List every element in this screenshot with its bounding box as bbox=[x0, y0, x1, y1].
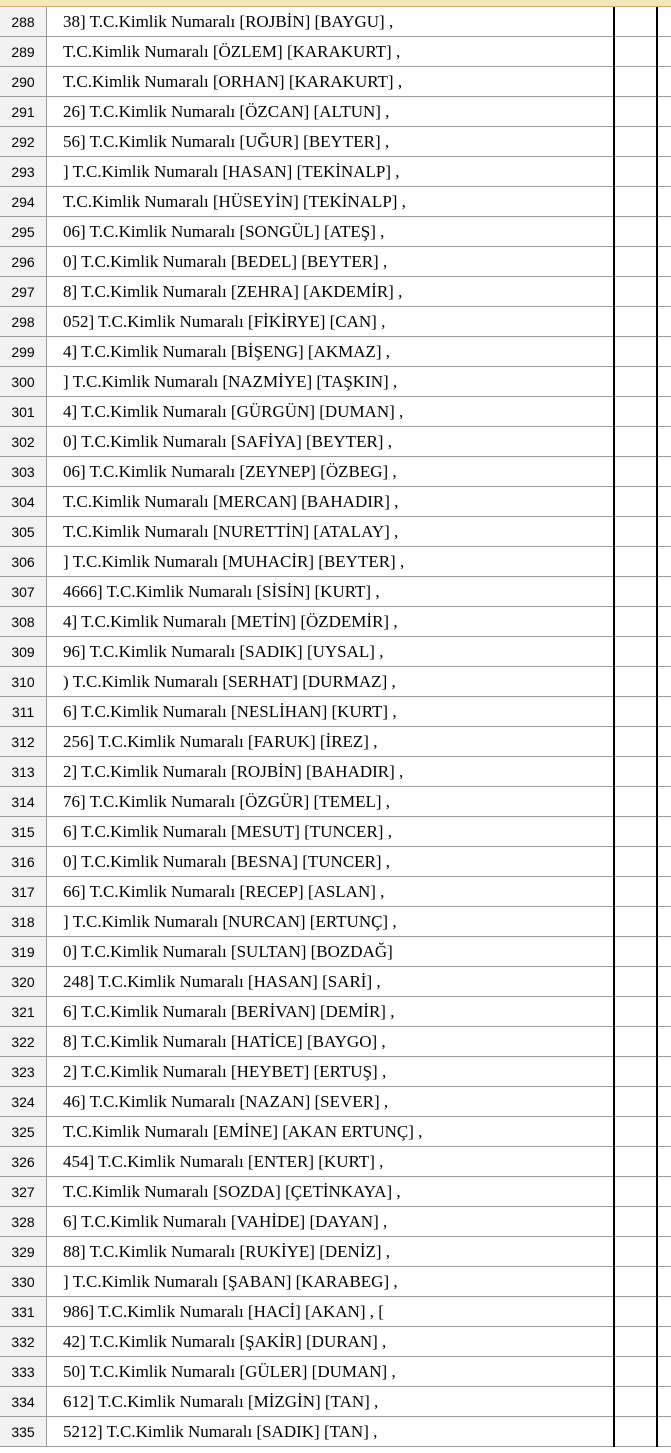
cell-value: 88] T.C.Kimlik Numaralı [RUKİYE] [DENİZ] , bbox=[63, 1241, 391, 1261]
row-header[interactable]: 331 bbox=[0, 1297, 47, 1327]
cell-value: ] T.C.Kimlik Numaralı [HASAN] [TEKİNALP] , bbox=[63, 161, 400, 181]
cell-empty-edge[interactable] bbox=[657, 1237, 671, 1267]
cell-text[interactable] bbox=[47, 1297, 615, 1327]
cell-empty-edge[interactable] bbox=[657, 427, 671, 457]
cell-value: ] T.C.Kimlik Numaralı [NURCAN] [ERTUNÇ] , bbox=[63, 911, 397, 931]
cell-empty[interactable] bbox=[614, 187, 657, 217]
cell-empty-edge[interactable] bbox=[657, 37, 671, 67]
table-row[interactable] bbox=[0, 187, 671, 217]
table-row[interactable] bbox=[0, 157, 671, 187]
cell-empty-edge[interactable] bbox=[657, 1057, 671, 1087]
cell-text[interactable] bbox=[47, 667, 615, 697]
row-header[interactable]: 328 bbox=[0, 1207, 47, 1237]
cell-empty[interactable] bbox=[614, 217, 657, 247]
cell-value: 612] T.C.Kimlik Numaralı [MİZGİN] [TAN] , bbox=[63, 1391, 379, 1411]
row-header[interactable]: 293 bbox=[0, 157, 47, 187]
sheet-table bbox=[0, 7, 671, 1447]
cell-empty-edge[interactable] bbox=[657, 697, 671, 727]
cell-text[interactable] bbox=[47, 337, 615, 367]
cell-empty-edge[interactable] bbox=[657, 817, 671, 847]
cell-value: 8] T.C.Kimlik Numaralı [ZEHRA] [AKDEMİR] , bbox=[63, 281, 403, 301]
row-header[interactable]: 292 bbox=[0, 127, 47, 157]
cell-value: 46] T.C.Kimlik Numaralı [NAZAN] [SEVER] , bbox=[63, 1091, 389, 1111]
row-header[interactable]: 327 bbox=[0, 1177, 47, 1207]
row-header[interactable]: 300 bbox=[0, 367, 47, 397]
cell-empty-edge[interactable] bbox=[657, 1177, 671, 1207]
table-row[interactable] bbox=[0, 1357, 671, 1387]
cell-empty[interactable] bbox=[614, 757, 657, 787]
row-header[interactable]: 299 bbox=[0, 337, 47, 367]
row-header[interactable]: 319 bbox=[0, 937, 47, 967]
cell-empty[interactable] bbox=[614, 1297, 657, 1327]
table-row[interactable] bbox=[0, 97, 671, 127]
cell-text[interactable] bbox=[47, 547, 615, 577]
cell-value: 0] T.C.Kimlik Numaralı [SULTAN] [BOZDAĞ] bbox=[63, 941, 393, 961]
table-row[interactable] bbox=[0, 847, 671, 877]
spreadsheet-grid bbox=[0, 7, 671, 1453]
cell-text[interactable] bbox=[47, 757, 615, 787]
cell-text[interactable] bbox=[47, 187, 615, 217]
cell-empty-edge[interactable] bbox=[657, 757, 671, 787]
row-header[interactable]: 305 bbox=[0, 517, 47, 547]
table-row[interactable] bbox=[0, 7, 671, 37]
cell-text[interactable] bbox=[47, 607, 615, 637]
row-header[interactable]: 332 bbox=[0, 1327, 47, 1357]
cell-empty[interactable] bbox=[614, 307, 657, 337]
cell-text[interactable] bbox=[47, 967, 615, 997]
cell-value: 4] T.C.Kimlik Numaralı [BİŞENG] [AKMAZ] , bbox=[63, 341, 391, 361]
cell-text[interactable] bbox=[47, 277, 615, 307]
row-header[interactable]: 330 bbox=[0, 1267, 47, 1297]
cell-empty-edge[interactable] bbox=[657, 1267, 671, 1297]
cell-text[interactable] bbox=[47, 1417, 615, 1447]
cell-value: 256] T.C.Kimlik Numaralı [FARUK] [İREZ] , bbox=[63, 731, 378, 751]
cell-text[interactable] bbox=[47, 487, 615, 517]
row-header[interactable]: 321 bbox=[0, 997, 47, 1027]
table-row[interactable] bbox=[0, 457, 671, 487]
cell-empty[interactable] bbox=[614, 157, 657, 187]
cell-empty[interactable] bbox=[614, 1057, 657, 1087]
cell-text[interactable] bbox=[47, 1147, 615, 1177]
cell-empty-edge[interactable] bbox=[657, 547, 671, 577]
cell-empty-edge[interactable] bbox=[657, 307, 671, 337]
cell-empty[interactable] bbox=[614, 967, 657, 997]
table-row[interactable] bbox=[0, 307, 671, 337]
cell-empty[interactable] bbox=[614, 1387, 657, 1417]
table-row[interactable] bbox=[0, 1327, 671, 1357]
table-row[interactable] bbox=[0, 397, 671, 427]
cell-text[interactable] bbox=[47, 397, 615, 427]
cell-empty-edge[interactable] bbox=[657, 1117, 671, 1147]
row-header[interactable]: 313 bbox=[0, 757, 47, 787]
cell-text[interactable] bbox=[47, 1117, 615, 1147]
cell-value: 06] T.C.Kimlik Numaralı [ZEYNEP] [ÖZBEG] , bbox=[63, 461, 397, 481]
cell-value: ) T.C.Kimlik Numaralı [SERHAT] [DURMAZ] , bbox=[63, 671, 396, 691]
cell-empty[interactable] bbox=[614, 697, 657, 727]
row-header[interactable]: 324 bbox=[0, 1087, 47, 1117]
cell-value: T.C.Kimlik Numaralı [EMİNE] [AKAN ERTUNÇ] , bbox=[63, 1121, 423, 1141]
cell-empty-edge[interactable] bbox=[657, 1357, 671, 1387]
cell-empty[interactable] bbox=[614, 37, 657, 67]
cell-value: 50] T.C.Kimlik Numaralı [GÜLER] [DUMAN] , bbox=[63, 1361, 396, 1381]
cell-empty-edge[interactable] bbox=[657, 937, 671, 967]
cell-empty-edge[interactable] bbox=[657, 997, 671, 1027]
cell-value: 986] T.C.Kimlik Numaralı [HACİ] [AKAN] , [ bbox=[63, 1301, 384, 1321]
cell-empty-edge[interactable] bbox=[657, 847, 671, 877]
cell-text[interactable] bbox=[47, 247, 615, 277]
table-row[interactable] bbox=[0, 487, 671, 517]
cell-empty[interactable] bbox=[614, 127, 657, 157]
cell-text[interactable] bbox=[47, 67, 615, 97]
row-header[interactable]: 297 bbox=[0, 277, 47, 307]
cell-empty[interactable] bbox=[614, 517, 657, 547]
cell-text[interactable] bbox=[47, 697, 615, 727]
cell-empty[interactable] bbox=[614, 607, 657, 637]
row-header[interactable]: 322 bbox=[0, 1027, 47, 1057]
cell-empty[interactable] bbox=[614, 907, 657, 937]
cell-value: 6] T.C.Kimlik Numaralı [NESLİHAN] [KURT] , bbox=[63, 701, 397, 721]
cell-value: 6] T.C.Kimlik Numaralı [BERİVAN] [DEMİR] , bbox=[63, 1001, 395, 1021]
cell-value: T.C.Kimlik Numaralı [NURETTİN] [ATALAY] , bbox=[63, 521, 399, 541]
cell-empty-edge[interactable] bbox=[657, 457, 671, 487]
cell-value: 38] T.C.Kimlik Numaralı [ROJBİN] [BAYGU] , bbox=[63, 11, 394, 31]
cell-text[interactable] bbox=[47, 727, 615, 757]
table-row[interactable] bbox=[0, 637, 671, 667]
cell-text[interactable] bbox=[47, 1177, 615, 1207]
cell-text[interactable] bbox=[47, 217, 615, 247]
table-row[interactable] bbox=[0, 697, 671, 727]
row-header[interactable]: 291 bbox=[0, 97, 47, 127]
cell-empty[interactable] bbox=[614, 1327, 657, 1357]
cell-text[interactable] bbox=[47, 1207, 615, 1237]
cell-text[interactable] bbox=[47, 1387, 615, 1417]
cell-value: 0] T.C.Kimlik Numaralı [BEDEL] [BEYTER] , bbox=[63, 251, 388, 271]
row-header[interactable]: 312 bbox=[0, 727, 47, 757]
cell-value: 56] T.C.Kimlik Numaralı [UĞUR] [BEYTER] , bbox=[63, 131, 390, 151]
row-header[interactable]: 303 bbox=[0, 457, 47, 487]
row-header[interactable]: 325 bbox=[0, 1117, 47, 1147]
table-row[interactable] bbox=[0, 1027, 671, 1057]
table-row[interactable] bbox=[0, 337, 671, 367]
table-row[interactable] bbox=[0, 1177, 671, 1207]
cell-empty-edge[interactable] bbox=[657, 637, 671, 667]
row-header[interactable]: 296 bbox=[0, 247, 47, 277]
table-row[interactable] bbox=[0, 217, 671, 247]
cell-empty[interactable] bbox=[614, 667, 657, 697]
table-row[interactable] bbox=[0, 367, 671, 397]
cell-empty[interactable] bbox=[614, 487, 657, 517]
table-row[interactable] bbox=[0, 1087, 671, 1117]
table-row[interactable] bbox=[0, 1267, 671, 1297]
cell-empty-edge[interactable] bbox=[657, 97, 671, 127]
row-header[interactable]: 333 bbox=[0, 1357, 47, 1387]
cell-empty-edge[interactable] bbox=[657, 667, 671, 697]
cell-empty[interactable] bbox=[614, 67, 657, 97]
cell-text[interactable] bbox=[47, 517, 615, 547]
row-header[interactable]: 298 bbox=[0, 307, 47, 337]
cell-text[interactable] bbox=[47, 1357, 615, 1387]
row-header[interactable]: 307 bbox=[0, 577, 47, 607]
cell-value: ] T.C.Kimlik Numaralı [MUHACİR] [BEYTER] , bbox=[63, 551, 405, 571]
cell-empty-edge[interactable] bbox=[657, 577, 671, 607]
cell-value: 5212] T.C.Kimlik Numaralı [SADIK] [TAN] , bbox=[63, 1421, 378, 1441]
cell-text[interactable] bbox=[47, 637, 615, 667]
row-header[interactable]: 306 bbox=[0, 547, 47, 577]
row-header[interactable]: 329 bbox=[0, 1237, 47, 1267]
table-row[interactable] bbox=[0, 907, 671, 937]
cell-text[interactable] bbox=[47, 907, 615, 937]
cell-empty-edge[interactable] bbox=[657, 1297, 671, 1327]
table-row[interactable] bbox=[0, 757, 671, 787]
cell-empty-edge[interactable] bbox=[657, 157, 671, 187]
table-row[interactable] bbox=[0, 667, 671, 697]
table-row[interactable] bbox=[0, 727, 671, 757]
cell-value: T.C.Kimlik Numaralı [ÖZLEM] [KARAKURT] , bbox=[63, 41, 401, 61]
cell-empty[interactable] bbox=[614, 1117, 657, 1147]
cell-empty-edge[interactable] bbox=[657, 877, 671, 907]
table-row[interactable] bbox=[0, 517, 671, 547]
cell-text[interactable] bbox=[47, 1057, 615, 1087]
cell-empty[interactable] bbox=[614, 1207, 657, 1237]
cell-value: ] T.C.Kimlik Numaralı [ŞABAN] [KARABEG] , bbox=[63, 1271, 398, 1291]
table-row[interactable] bbox=[0, 1387, 671, 1417]
cell-text[interactable] bbox=[47, 1327, 615, 1357]
table-row[interactable] bbox=[0, 1147, 671, 1177]
cell-empty[interactable] bbox=[614, 997, 657, 1027]
row-header[interactable]: 290 bbox=[0, 67, 47, 97]
row-header[interactable]: 288 bbox=[0, 7, 47, 37]
cell-value: 2] T.C.Kimlik Numaralı [HEYBET] [ERTUŞ] , bbox=[63, 1061, 387, 1081]
cell-empty[interactable] bbox=[614, 97, 657, 127]
cell-empty-edge[interactable] bbox=[657, 67, 671, 97]
row-header[interactable]: 314 bbox=[0, 787, 47, 817]
row-header[interactable]: 334 bbox=[0, 1387, 47, 1417]
cell-empty-edge[interactable] bbox=[657, 7, 671, 37]
cell-empty[interactable] bbox=[614, 337, 657, 367]
cell-value: 2] T.C.Kimlik Numaralı [ROJBİN] [BAHADIR] , bbox=[63, 761, 404, 781]
cell-value: 76] T.C.Kimlik Numaralı [ÖZGÜR] [TEMEL] , bbox=[63, 791, 391, 811]
cell-text[interactable] bbox=[47, 127, 615, 157]
cell-value: 4] T.C.Kimlik Numaralı [METİN] [ÖZDEMİR] , bbox=[63, 611, 398, 631]
cell-text[interactable] bbox=[47, 157, 615, 187]
table-row[interactable] bbox=[0, 967, 671, 997]
cell-value: 26] T.C.Kimlik Numaralı [ÖZCAN] [ALTUN] , bbox=[63, 101, 390, 121]
table-row[interactable] bbox=[0, 577, 671, 607]
cell-empty[interactable] bbox=[614, 397, 657, 427]
row-header[interactable]: 301 bbox=[0, 397, 47, 427]
table-row[interactable] bbox=[0, 127, 671, 157]
row-header[interactable]: 309 bbox=[0, 637, 47, 667]
cell-value: T.C.Kimlik Numaralı [MERCAN] [BAHADIR] , bbox=[63, 491, 399, 511]
cell-empty[interactable] bbox=[614, 247, 657, 277]
cell-text[interactable] bbox=[47, 1087, 615, 1117]
table-row[interactable] bbox=[0, 67, 671, 97]
table-row[interactable] bbox=[0, 1237, 671, 1267]
cell-empty[interactable] bbox=[614, 1267, 657, 1297]
cell-empty[interactable] bbox=[614, 877, 657, 907]
table-row[interactable] bbox=[0, 277, 671, 307]
row-header[interactable]: 318 bbox=[0, 907, 47, 937]
cell-empty[interactable] bbox=[614, 847, 657, 877]
cell-empty-edge[interactable] bbox=[657, 517, 671, 547]
row-header[interactable]: 326 bbox=[0, 1147, 47, 1177]
row-header[interactable]: 315 bbox=[0, 817, 47, 847]
table-row[interactable] bbox=[0, 817, 671, 847]
cell-empty-edge[interactable] bbox=[657, 1027, 671, 1057]
table-row[interactable] bbox=[0, 1207, 671, 1237]
cell-empty-edge[interactable] bbox=[657, 277, 671, 307]
cell-value: 42] T.C.Kimlik Numaralı [ŞAKİR] [DURAN] , bbox=[63, 1331, 387, 1351]
cell-empty-edge[interactable] bbox=[657, 397, 671, 427]
table-row[interactable] bbox=[0, 787, 671, 817]
cell-empty[interactable] bbox=[614, 457, 657, 487]
row-header[interactable]: 294 bbox=[0, 187, 47, 217]
cell-text[interactable] bbox=[47, 1237, 615, 1267]
row-header[interactable]: 335 bbox=[0, 1417, 47, 1447]
cell-text[interactable] bbox=[47, 937, 615, 967]
cell-value: 052] T.C.Kimlik Numaralı [FİKİRYE] [CAN] , bbox=[63, 311, 386, 331]
cell-value: 66] T.C.Kimlik Numaralı [RECEP] [ASLAN] , bbox=[63, 881, 385, 901]
cell-value: 4666] T.C.Kimlik Numaralı [SİSİN] [KURT] , bbox=[63, 581, 380, 601]
cell-value: 0] T.C.Kimlik Numaralı [BESNA] [TUNCER] , bbox=[63, 851, 391, 871]
table-row[interactable] bbox=[0, 607, 671, 637]
row-header[interactable]: 323 bbox=[0, 1057, 47, 1087]
table-row[interactable] bbox=[0, 997, 671, 1027]
cell-text[interactable] bbox=[47, 877, 615, 907]
cell-text[interactable] bbox=[47, 997, 615, 1027]
table-row[interactable] bbox=[0, 37, 671, 67]
cell-empty-edge[interactable] bbox=[657, 1207, 671, 1237]
cell-text[interactable] bbox=[47, 367, 615, 397]
cell-empty[interactable] bbox=[614, 1237, 657, 1267]
cell-empty[interactable] bbox=[614, 547, 657, 577]
table-row[interactable] bbox=[0, 1417, 671, 1447]
row-header[interactable]: 317 bbox=[0, 877, 47, 907]
cell-empty-edge[interactable] bbox=[657, 787, 671, 817]
cell-text[interactable] bbox=[47, 97, 615, 127]
cell-empty-edge[interactable] bbox=[657, 967, 671, 997]
cell-value: 454] T.C.Kimlik Numaralı [ENTER] [KURT] , bbox=[63, 1151, 384, 1171]
table-row[interactable] bbox=[0, 247, 671, 277]
table-row[interactable] bbox=[0, 427, 671, 457]
cell-text[interactable] bbox=[47, 457, 615, 487]
cell-empty[interactable] bbox=[614, 727, 657, 757]
cell-empty[interactable] bbox=[614, 1357, 657, 1387]
row-header[interactable]: 310 bbox=[0, 667, 47, 697]
table-row[interactable] bbox=[0, 1057, 671, 1087]
cell-value: 6] T.C.Kimlik Numaralı [MESUT] [TUNCER] , bbox=[63, 821, 392, 841]
cell-empty-edge[interactable] bbox=[657, 1417, 671, 1447]
cell-empty[interactable] bbox=[614, 1147, 657, 1177]
cell-empty[interactable] bbox=[614, 7, 657, 37]
cell-empty-edge[interactable] bbox=[657, 1147, 671, 1177]
cell-empty[interactable] bbox=[614, 787, 657, 817]
cell-value: ] T.C.Kimlik Numaralı [NAZMİYE] [TAŞKIN] , bbox=[63, 371, 398, 391]
cell-empty-edge[interactable] bbox=[657, 367, 671, 397]
top-frame-strip bbox=[0, 0, 671, 7]
cell-empty[interactable] bbox=[614, 637, 657, 667]
row-header[interactable]: 320 bbox=[0, 967, 47, 997]
cell-value: T.C.Kimlik Numaralı [HÜSEYİN] [TEKİNALP] , bbox=[63, 191, 406, 211]
cell-empty[interactable] bbox=[614, 1417, 657, 1447]
cell-empty-edge[interactable] bbox=[657, 1327, 671, 1357]
cell-value: 248] T.C.Kimlik Numaralı [HASAN] [SARİ] , bbox=[63, 971, 381, 991]
table-row[interactable] bbox=[0, 1117, 671, 1147]
cell-empty-edge[interactable] bbox=[657, 1087, 671, 1117]
cell-empty[interactable] bbox=[614, 1087, 657, 1117]
cell-empty-edge[interactable] bbox=[657, 247, 671, 277]
cell-empty[interactable] bbox=[614, 1177, 657, 1207]
cell-text[interactable] bbox=[47, 7, 615, 37]
cell-value: 96] T.C.Kimlik Numaralı [SADIK] [UYSAL] , bbox=[63, 641, 384, 661]
cell-empty[interactable] bbox=[614, 367, 657, 397]
row-header[interactable]: 316 bbox=[0, 847, 47, 877]
table-row[interactable] bbox=[0, 547, 671, 577]
row-header[interactable]: 289 bbox=[0, 37, 47, 67]
cell-text[interactable] bbox=[47, 577, 615, 607]
cell-empty-edge[interactable] bbox=[657, 127, 671, 157]
cell-empty[interactable] bbox=[614, 817, 657, 847]
row-header[interactable]: 302 bbox=[0, 427, 47, 457]
cell-value: 4] T.C.Kimlik Numaralı [GÜRGÜN] [DUMAN] , bbox=[63, 401, 404, 421]
row-header[interactable]: 311 bbox=[0, 697, 47, 727]
cell-empty[interactable] bbox=[614, 1027, 657, 1057]
cell-empty[interactable] bbox=[614, 277, 657, 307]
cell-empty-edge[interactable] bbox=[657, 1387, 671, 1417]
table-row[interactable] bbox=[0, 1297, 671, 1327]
cell-empty-edge[interactable] bbox=[657, 487, 671, 517]
cell-empty-edge[interactable] bbox=[657, 187, 671, 217]
cell-text[interactable] bbox=[47, 427, 615, 457]
cell-text[interactable] bbox=[47, 37, 615, 67]
cell-empty[interactable] bbox=[614, 427, 657, 457]
cell-value: 8] T.C.Kimlik Numaralı [HATİCE] [BAYGO] , bbox=[63, 1031, 386, 1051]
cell-value: 6] T.C.Kimlik Numaralı [VAHİDE] [DAYAN] , bbox=[63, 1211, 388, 1231]
table-row[interactable] bbox=[0, 877, 671, 907]
cell-text[interactable] bbox=[47, 1027, 615, 1057]
cell-empty-edge[interactable] bbox=[657, 217, 671, 247]
cell-text[interactable] bbox=[47, 1267, 615, 1297]
cell-value: T.C.Kimlik Numaralı [ORHAN] [KARAKURT] , bbox=[63, 71, 403, 91]
table-row[interactable] bbox=[0, 937, 671, 967]
cell-empty-edge[interactable] bbox=[657, 907, 671, 937]
cell-value: 06] T.C.Kimlik Numaralı [SONGÜL] [ATEŞ] , bbox=[63, 221, 385, 241]
row-header[interactable]: 308 bbox=[0, 607, 47, 637]
cell-value: T.C.Kimlik Numaralı [SOZDA] [ÇETİNKAYA] , bbox=[63, 1181, 401, 1201]
row-header[interactable]: 304 bbox=[0, 487, 47, 517]
row-header[interactable]: 295 bbox=[0, 217, 47, 247]
cell-empty-edge[interactable] bbox=[657, 727, 671, 757]
cell-empty-edge[interactable] bbox=[657, 337, 671, 367]
cell-empty[interactable] bbox=[614, 577, 657, 607]
cell-text[interactable] bbox=[47, 817, 615, 847]
cell-empty-edge[interactable] bbox=[657, 607, 671, 637]
cell-text[interactable] bbox=[47, 787, 615, 817]
cell-text[interactable] bbox=[47, 847, 615, 877]
cell-text[interactable] bbox=[47, 307, 615, 337]
cell-empty[interactable] bbox=[614, 937, 657, 967]
cell-value: 0] T.C.Kimlik Numaralı [SAFİYA] [BEYTER] , bbox=[63, 431, 392, 451]
